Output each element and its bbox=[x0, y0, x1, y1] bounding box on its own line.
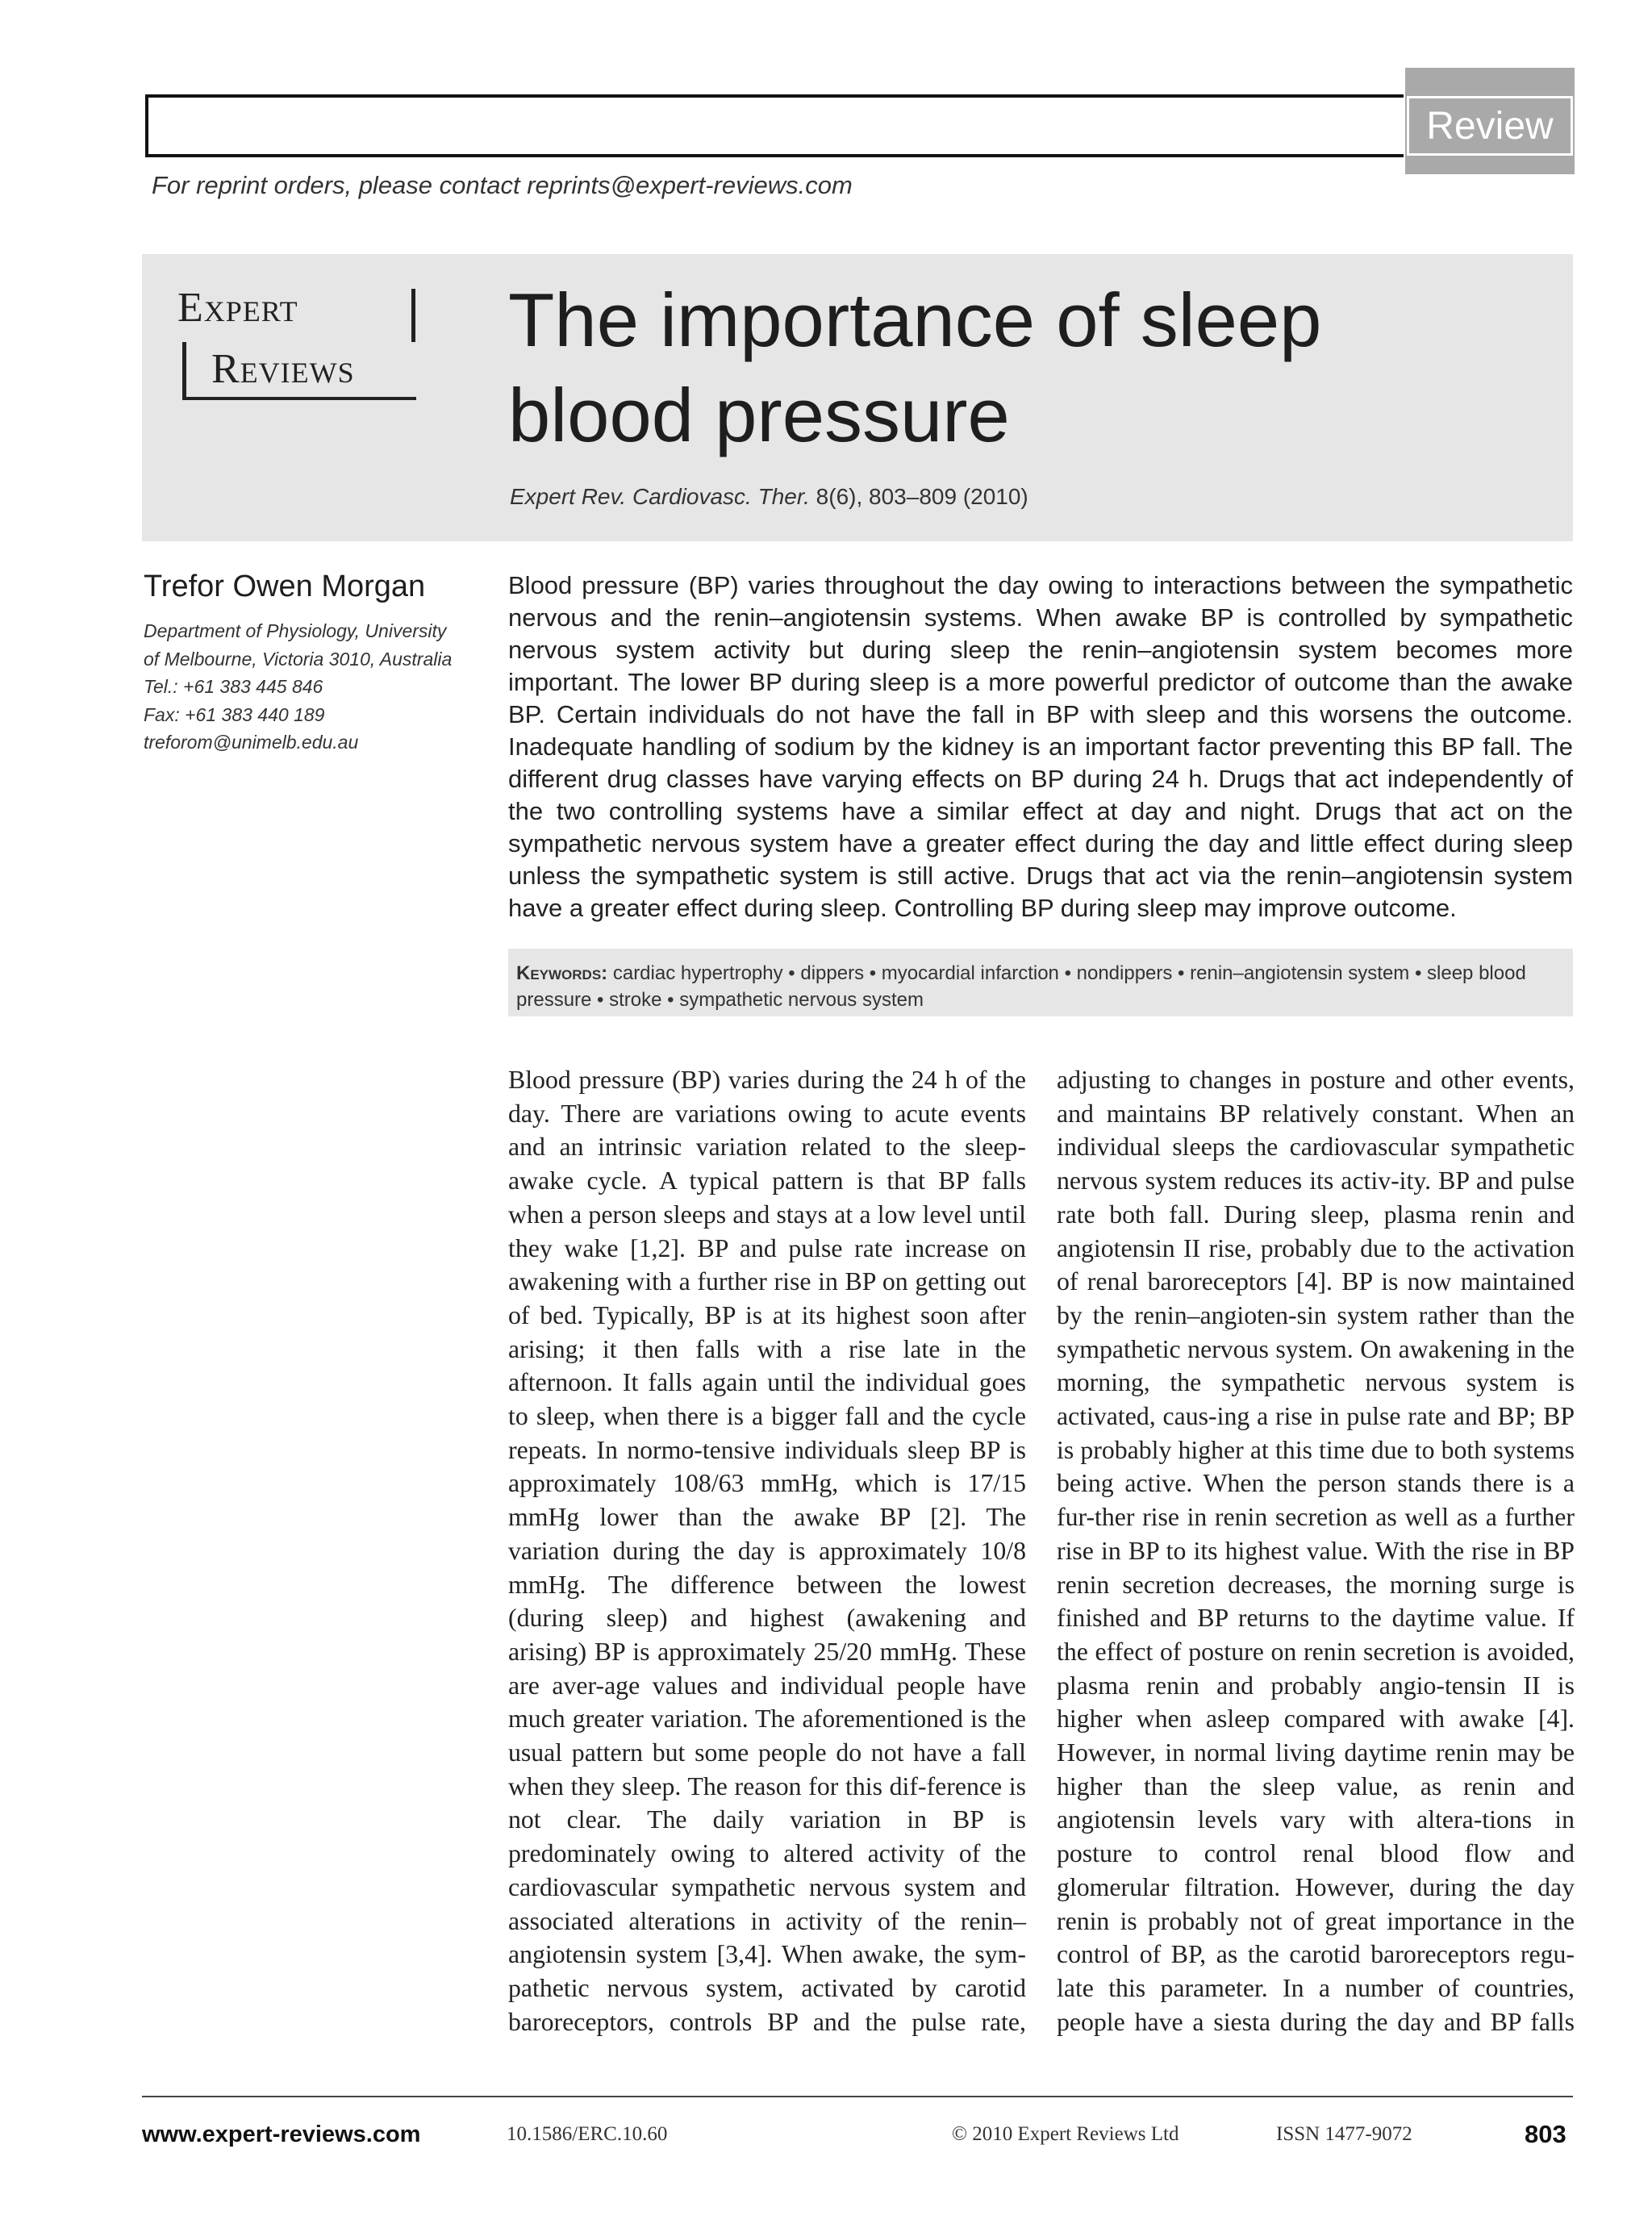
author-phone: Tel.: +61 383 445 846 bbox=[144, 676, 323, 697]
keywords-list: cardiac hypertrophy • dippers • myocardial infarction • nondippers • renin–angiotensin system • sleep blood pressure • stroke • sympathetic nervous system bbox=[516, 962, 1526, 1011]
keywords-label: Keywords: bbox=[516, 962, 608, 984]
footer-issn: ISSN 1477-9072 bbox=[1276, 2123, 1412, 2145]
body-column-left: Blood pressure (BP) varies during the 24 h of the day. There are variations owing to acute events and an intrinsic variation related to the sleep-awake cycle. A typical pattern is that BP falls when a person sleeps and stays at a low level until they wake [1,2]. BP and pulse rate increase on awakening with a further rise in BP on getting out of bed. Typically, BP is at its highest soon after arising; it then falls with a rise late in the afternoon. It falls again until the individual goes to sleep, when there is a bigger fall and the cycle repeats. In normo-tensive individuals sleep BP is approximately 108/63 mmHg, which is 17/15 mmHg lower than the awake BP [2]. The variation during the day is approximately 10/8 mmHg. The difference between the lowest (during sleep) and highest (awakening and arising) BP is approximately 25/20 mmHg. These are aver-age values and individual people have much greater variation. The aforementioned is the usual pattern but some people do not have a fall when they sleep. The reason for this dif-ference is not clear. The daily variation in BP is predominately owing to altered activity of the cardiovascular sympathetic nervous system and associated alterations in activity of the renin–angiotensin system [3,4]. When awake, the sym-pathetic nervous system, activated by carotid baroreceptors, controls BP and the pulse rate, bbox=[508, 1066, 1026, 2036]
footer-copyright: © 2010 Expert Reviews Ltd bbox=[952, 2123, 1179, 2145]
article-citation bbox=[510, 484, 1028, 510]
review-badge bbox=[1405, 94, 1575, 157]
reprint-note: For reprint orders, please contact reprints@expert-reviews.com bbox=[152, 171, 853, 199]
footer-website: www.expert-reviews.com bbox=[142, 2122, 421, 2147]
keywords-box bbox=[508, 949, 1573, 1016]
journal-logo bbox=[171, 284, 429, 405]
author-fax: Fax: +61 383 440 189 bbox=[144, 703, 325, 725]
abstract: Blood pressure (BP) varies throughout the day owing to interactions between the sympathetic nervous and the renin–angiotensin systems. When awake BP is controlled by sympathetic nervous system activity but during sleep the renin–angiotensin system becomes more important. The lower BP during sleep is a more powerful predictor of outcome than the awake BP. Certain individuals do not have the fall in BP with sleep and this worsens the outcome. Inadequate handling of sodium by the kidney is an important factor preventing this BP fall. The different drug classes have varying effects on BP during 24 h. Drugs that act independently of the two controlling systems have a similar effect at day and night. Drugs that act on the sympathetic nervous system have a greater effect during the day and little effect during sleep unless the sympathetic system is still active. Drugs that act via the renin–angiotensin system have a greater effect during sleep. Controlling BP during sleep may improve outcome. bbox=[508, 571, 1573, 922]
article-title: The importance of sleep blood pressure bbox=[508, 277, 1322, 457]
author-affiliation bbox=[144, 617, 482, 757]
footer-rule bbox=[142, 2096, 1573, 2097]
affiliation-line: of Melbourne, Victoria 3010, Australia bbox=[144, 648, 453, 670]
author-email: treforom@unimelb.edu.au bbox=[144, 732, 359, 753]
page-number: 803 bbox=[1525, 2120, 1566, 2148]
logo-rule-bottom bbox=[182, 397, 416, 400]
citation-journal: Expert Rev. Cardiovasc. Ther. bbox=[510, 484, 810, 509]
citation-details: 8(6), 803–809 (2010) bbox=[809, 484, 1028, 509]
body-column-right: adjusting to changes in posture and other events, and maintains BP relatively constant. When an individual sleeps the cardiovascular sympathetic nervous system reduces its activ-ity. BP and pulse rate both fall. During sleep, plasma renin and angiotensin II rise, probably due to the activation of renal baroreceptors [4]. BP is now maintained by the renin–angioten-sin system rather than the sympathetic nervous system. On awakening in the morning, the sympathetic nervous system is activated, caus-ing a rise in pulse rate and BP; BP is probably higher at this time due to both systems being active. When the person stands there is a fur-ther rise in renin secretion as well as a further rise in BP to its highest value. With the rise in BP renin secretion decreases, the morning surge is finished and BP returns to the daytime value. If the effect of posture on renin secretion is avoided, plasma renin and probably angio-tensin II is higher when asleep compared with awake [4]. However, in normal living daytime renin may be higher than the sleep value, as renin and angiotensin levels vary with altera-tions in posture to control renal blood flow and glomerular filtration. However, during the day renin is probably not of great importance in the control of BP, as the carotid baroreceptors regu-late this parameter. In a number of countries, people have a siesta during the day and BP falls bbox=[1057, 1066, 1575, 2036]
author-name: Trefor Owen Morgan bbox=[144, 570, 426, 603]
logo-line-2: Reviews bbox=[211, 346, 355, 392]
footer-doi: 10.1586/ERC.10.60 bbox=[507, 2123, 668, 2145]
logo-rule-left bbox=[182, 342, 186, 400]
logo-rule-right bbox=[411, 289, 415, 342]
affiliation-line: Department of Physiology, University bbox=[144, 620, 447, 641]
logo-line-1: Expert bbox=[177, 285, 298, 331]
header-frame bbox=[145, 94, 1404, 157]
review-badge-label: Review bbox=[1407, 96, 1573, 156]
